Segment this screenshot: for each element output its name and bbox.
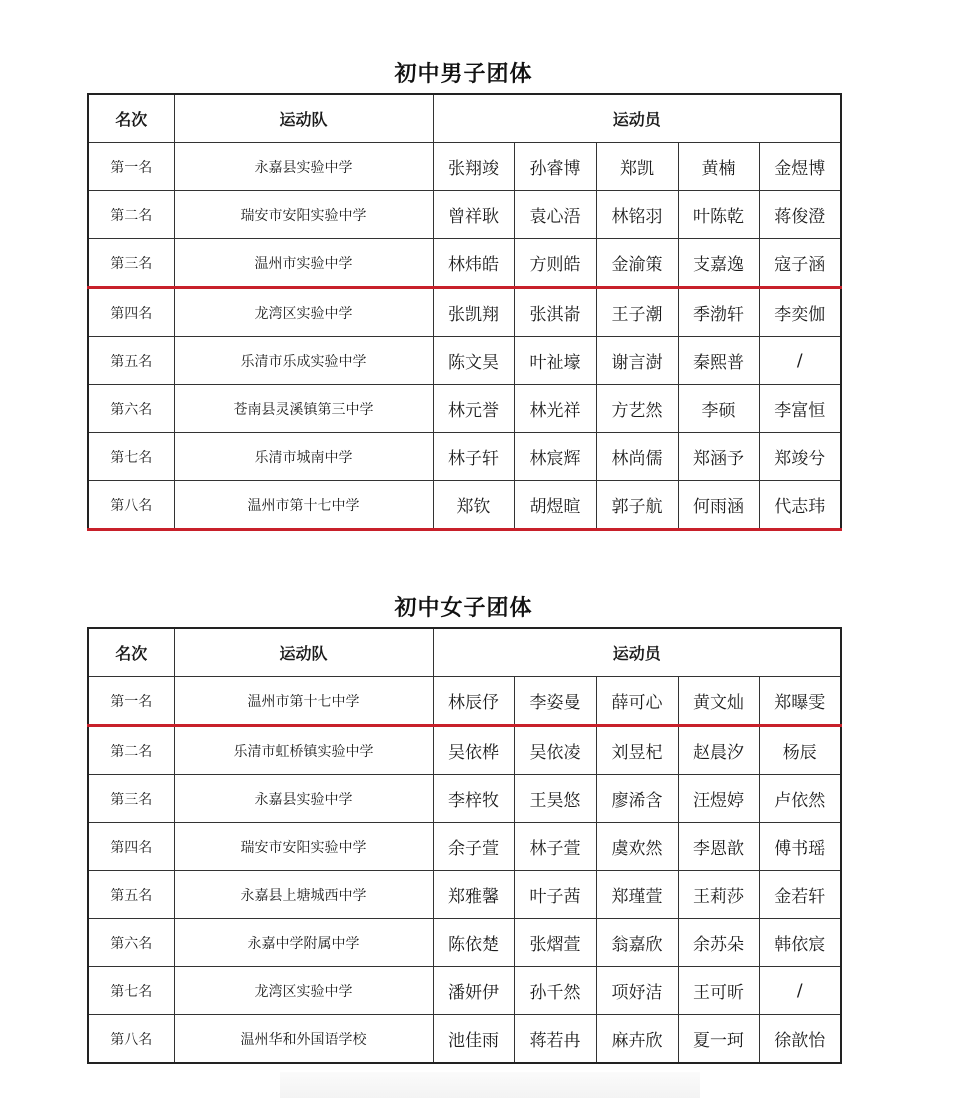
athlete-cell: 方艺然 <box>596 385 678 433</box>
athlete-cell: 薛可心 <box>596 677 678 726</box>
athlete-cell: 胡煜暄 <box>514 481 596 530</box>
athlete-cell: 曾祥耿 <box>433 191 514 239</box>
athlete-cell: 林元誉 <box>433 385 514 433</box>
athlete-cell: 金若轩 <box>759 871 841 919</box>
athlete-cell: 林宸辉 <box>514 433 596 481</box>
rank-cell: 第二名 <box>88 726 174 775</box>
athlete-cell: 徐歆怡 <box>759 1015 841 1064</box>
athlete-cell: 郑瑾萱 <box>596 871 678 919</box>
athlete-cell: 张翔竣 <box>433 143 514 191</box>
table-row <box>88 1015 841 1064</box>
table-row <box>88 337 841 385</box>
team-cell: 温州市实验中学 <box>174 239 433 288</box>
rank-cell: 第七名 <box>88 433 174 481</box>
athlete-cell: 李姿曼 <box>514 677 596 726</box>
bottom-fade <box>280 1072 700 1098</box>
team-cell: 龙湾区实验中学 <box>174 967 433 1015</box>
athlete-cell: 林炜皓 <box>433 239 514 288</box>
athlete-cell: 王可昕 <box>678 967 759 1015</box>
athlete-cell: 韩依宸 <box>759 919 841 967</box>
rank-cell: 第五名 <box>88 337 174 385</box>
athlete-cell: 何雨涵 <box>678 481 759 530</box>
rank-cell: 第三名 <box>88 775 174 823</box>
athlete-cell: 黄文灿 <box>678 677 759 726</box>
athlete-cell: 虞欢然 <box>596 823 678 871</box>
rank-cell: 第三名 <box>88 239 174 288</box>
athlete-cell: 孙千然 <box>514 967 596 1015</box>
girls-rows <box>88 677 841 1064</box>
rank-cell: 第二名 <box>88 191 174 239</box>
rank-cell: 第一名 <box>88 677 174 726</box>
athlete-cell: 寇子涵 <box>759 239 841 288</box>
table-row <box>88 191 841 239</box>
athlete-cell: 陈文昊 <box>433 337 514 385</box>
athlete-cell: 袁心浯 <box>514 191 596 239</box>
athlete-cell: 张熠萱 <box>514 919 596 967</box>
team-cell: 龙湾区实验中学 <box>174 288 433 337</box>
athlete-cell: 刘昱杞 <box>596 726 678 775</box>
athlete-cell: 王莉莎 <box>678 871 759 919</box>
athlete-cell: 方则皓 <box>514 239 596 288</box>
athlete-cell: 黄楠 <box>678 143 759 191</box>
athlete-cell: 林尚儒 <box>596 433 678 481</box>
team-cell: 永嘉县实验中学 <box>174 143 433 191</box>
header-rank: 名次 <box>88 94 174 143</box>
athlete-cell: 张凯翔 <box>433 288 514 337</box>
athlete-cell: 卢依然 <box>759 775 841 823</box>
athlete-cell: 林铭羽 <box>596 191 678 239</box>
team-cell: 乐清市乐成实验中学 <box>174 337 433 385</box>
athlete-cell: 吴依桦 <box>433 726 514 775</box>
athlete-cell: 孙睿博 <box>514 143 596 191</box>
athlete-cell: 余苏朵 <box>678 919 759 967</box>
athlete-cell: 李奕伽 <box>759 288 841 337</box>
girls-results-table <box>87 627 842 1064</box>
table-row <box>88 481 841 530</box>
table-row <box>88 919 841 967</box>
athlete-cell: 吴依凌 <box>514 726 596 775</box>
table-row <box>88 385 841 433</box>
athlete-cell: 翁嘉欣 <box>596 919 678 967</box>
athlete-cell: 支嘉逸 <box>678 239 759 288</box>
athlete-cell: 林光祥 <box>514 385 596 433</box>
athlete-cell: 余子萱 <box>433 823 514 871</box>
header-team: 运动队 <box>174 628 433 677</box>
athlete-cell: 季渤轩 <box>678 288 759 337</box>
athlete-cell: 王子潮 <box>596 288 678 337</box>
athlete-cell: 李硕 <box>678 385 759 433</box>
athlete-cell: 夏一珂 <box>678 1015 759 1064</box>
athlete-cell: 郑涵予 <box>678 433 759 481</box>
athlete-cell: 林子轩 <box>433 433 514 481</box>
team-cell: 乐清市虹桥镇实验中学 <box>174 726 433 775</box>
table-row <box>88 239 841 288</box>
athlete-cell: 郭子航 <box>596 481 678 530</box>
rank-cell: 第六名 <box>88 385 174 433</box>
athlete-cell: 池佳雨 <box>433 1015 514 1064</box>
table-row <box>88 823 841 871</box>
athlete-cell: 林辰伃 <box>433 677 514 726</box>
team-cell: 苍南县灵溪镇第三中学 <box>174 385 433 433</box>
rank-cell: 第五名 <box>88 871 174 919</box>
athlete-cell: 郑钦 <box>433 481 514 530</box>
athlete-cell: 郑凯 <box>596 143 678 191</box>
athlete-cell: 赵晨汐 <box>678 726 759 775</box>
athlete-cell: 金煜博 <box>759 143 841 191</box>
athlete-cell: 麻卉欣 <box>596 1015 678 1064</box>
rank-cell: 第八名 <box>88 1015 174 1064</box>
athlete-cell: 项妤洁 <box>596 967 678 1015</box>
athlete-cell: 李恩歆 <box>678 823 759 871</box>
athlete-cell: 王昊悠 <box>514 775 596 823</box>
rank-cell: 第七名 <box>88 967 174 1015</box>
athlete-cell: 叶陈乾 <box>678 191 759 239</box>
table-row <box>88 143 841 191</box>
athlete-cell: 张淇嵛 <box>514 288 596 337</box>
team-cell: 温州市第十七中学 <box>174 481 433 530</box>
athlete-cell: 林子萱 <box>514 823 596 871</box>
athlete-cell: 郑竣兮 <box>759 433 841 481</box>
team-cell: 温州市第十七中学 <box>174 677 433 726</box>
header-athletes: 运动员 <box>433 628 841 677</box>
athlete-cell: 郑曝雯 <box>759 677 841 726</box>
team-cell: 永嘉县实验中学 <box>174 775 433 823</box>
header-row <box>88 628 841 677</box>
athlete-cell: 谢言澍 <box>596 337 678 385</box>
team-cell: 乐清市城南中学 <box>174 433 433 481</box>
header-athletes: 运动员 <box>433 94 841 143</box>
athlete-cell: 金渝策 <box>596 239 678 288</box>
athlete-cell: 秦熙普 <box>678 337 759 385</box>
rank-cell: 第四名 <box>88 288 174 337</box>
boys-rows <box>88 143 841 530</box>
team-cell: 温州华和外国语学校 <box>174 1015 433 1064</box>
athlete-cell: 叶祉壕 <box>514 337 596 385</box>
table-row <box>88 726 841 775</box>
section-title: 初中男子团体 <box>394 62 533 87</box>
rank-cell: 第一名 <box>88 143 174 191</box>
athlete-cell: 廖浠含 <box>596 775 678 823</box>
header-row <box>88 94 841 143</box>
athlete-cell: 李梓牧 <box>433 775 514 823</box>
athlete-cell: 代志玮 <box>759 481 841 530</box>
table-row <box>88 871 841 919</box>
athlete-cell: 李富恒 <box>759 385 841 433</box>
athlete-cell: 郑雅馨 <box>433 871 514 919</box>
rank-cell: 第四名 <box>88 823 174 871</box>
team-cell: 永嘉县上塘城西中学 <box>174 871 433 919</box>
table-row <box>88 677 841 726</box>
table-row <box>88 288 841 337</box>
team-cell: 瑞安市安阳实验中学 <box>174 191 433 239</box>
athlete-cell: 蒋俊澄 <box>759 191 841 239</box>
athlete-cell: 叶子茜 <box>514 871 596 919</box>
table-row <box>88 967 841 1015</box>
athlete-cell: 傅书瑶 <box>759 823 841 871</box>
athlete-cell: 陈依楚 <box>433 919 514 967</box>
header-rank: 名次 <box>88 628 174 677</box>
athlete-cell: 杨辰 <box>759 726 841 775</box>
header-team: 运动队 <box>174 94 433 143</box>
athlete-cell: / <box>759 967 841 1015</box>
rank-cell: 第八名 <box>88 481 174 530</box>
athlete-cell: 汪煜婷 <box>678 775 759 823</box>
boys-results-table <box>87 93 842 531</box>
athlete-cell: 蒋若冉 <box>514 1015 596 1064</box>
athlete-cell: 潘妍伊 <box>433 967 514 1015</box>
athlete-cell: / <box>759 337 841 385</box>
team-cell: 永嘉中学附属中学 <box>174 919 433 967</box>
rank-cell: 第六名 <box>88 919 174 967</box>
table-row <box>88 775 841 823</box>
team-cell: 瑞安市安阳实验中学 <box>174 823 433 871</box>
table-row <box>88 433 841 481</box>
section-title: 初中女子团体 <box>394 596 533 621</box>
